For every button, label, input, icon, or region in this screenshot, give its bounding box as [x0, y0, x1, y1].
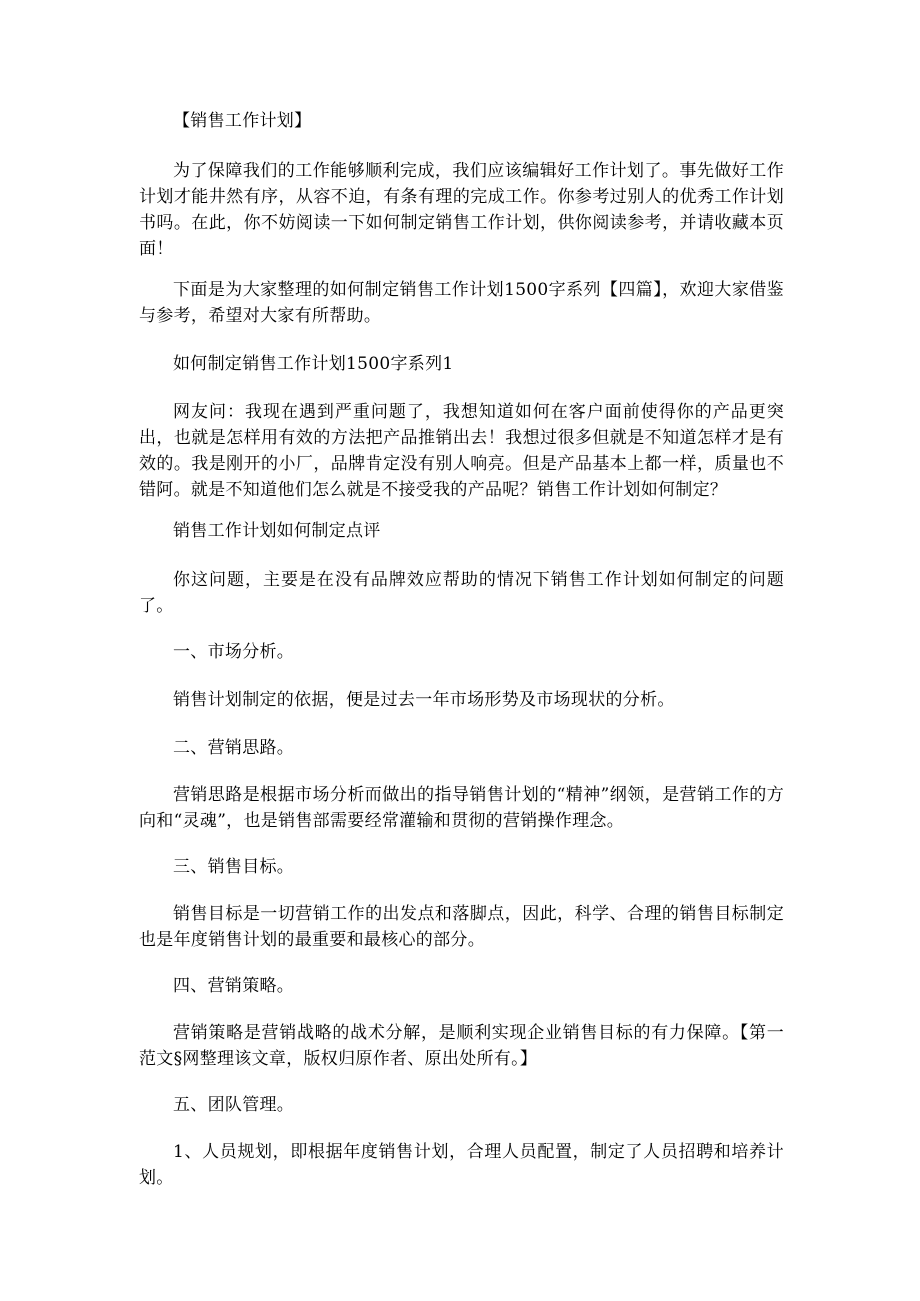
series-heading: 如何制定销售工作计划1500字系列1 [173, 354, 454, 374]
section-heading-market-analysis: 一、市场分析。 [173, 642, 295, 662]
section-heading-sales-target: 三、销售目标。 [173, 857, 295, 877]
question-paragraph: 网友问：我现在遇到严重问题了，我想知道如何在客户面前使得你的产品更突出，也就是怎样用有效的方法把产品推销出去！我想过很多但就是不知道怎样才是有效的。我是刚开的小厂，品牌肯定没有别人响亮。但是产品基本上都一样，质量也不错阿。就是不知道他们怎么就是不接受我的产品呢？销售工作计划如何制定？ [139, 402, 784, 500]
intro-paragraph: 为了保障我们的工作能够顺利完成，我们应该编辑好工作计划了。事先做好工作计划才能井然有序，从容不迫，有条有理的完成工作。你参考过别人的优秀工作计划书吗。在此，你不妨阅读一下如何制定销售工作计划，供你阅读参考，并请收藏本页面！ [139, 161, 784, 259]
answer-paragraph: 你这问题，主要是在没有品牌效应帮助的情况下销售工作计划如何制定的问题了。 [139, 570, 784, 616]
series-intro-paragraph: 下面是为大家整理的如何制定销售工作计划1500字系列【四篇】，欢迎大家借鉴与参考，希望对大家有所帮助。 [139, 280, 784, 326]
section-heading-team-management: 五、团队管理。 [173, 1095, 295, 1115]
marketing-strategy-paragraph: 营销策略是营销战略的战术分解，是顺利实现企业销售目标的有力保障。【第一范文§网整理该文章，版权归原作者、原出处所有。】 [139, 1023, 784, 1069]
sales-target-paragraph: 销售目标是一切营销工作的出发点和落脚点，因此，科学、合理的销售目标制定也是年度销售计划的最重要和最核心的部分。 [139, 904, 784, 950]
section-heading-marketing-strategy: 四、营销策略。 [173, 976, 295, 996]
document-title: 【销售工作计划】 [173, 111, 312, 131]
review-heading: 销售工作计划如何制定点评 [173, 521, 381, 541]
marketing-ideas-paragraph: 营销思路是根据市场分析而做出的指导销售计划的“精神”纲领，是营销工作的方向和“灵魂”，也是销售部需要经常灌输和贯彻的营销操作理念。 [139, 785, 784, 831]
staff-planning-paragraph: 1、人员规划，即根据年度销售计划，合理人员配置，制定了人员招聘和培养计划。 [139, 1142, 784, 1188]
section-heading-marketing-ideas: 二、营销思路。 [173, 738, 295, 758]
market-analysis-paragraph: 销售计划制定的依据，便是过去一年市场形势及市场现状的分析。 [173, 690, 675, 710]
